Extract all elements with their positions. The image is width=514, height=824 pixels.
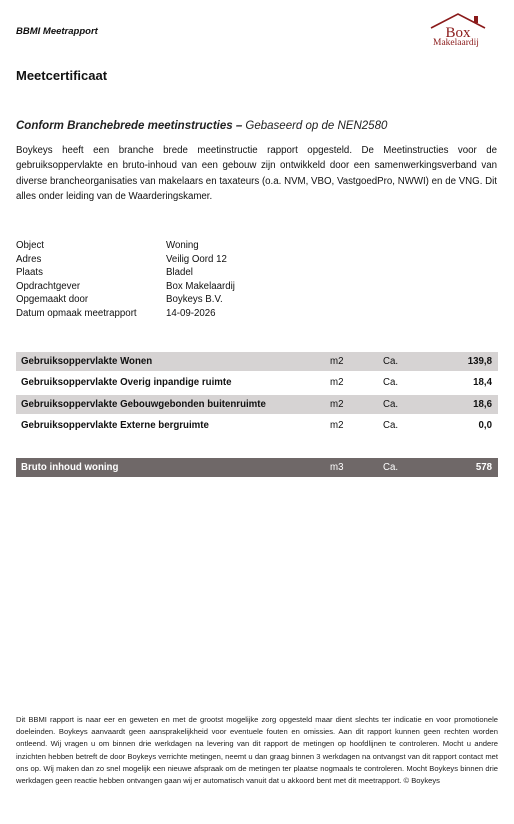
bruto-inhoud-row [16, 458, 498, 477]
measurement-row-buitenruimte [16, 395, 498, 414]
info-value: Box Makelaardij [166, 280, 235, 292]
measurement-value: 18,6 [473, 399, 492, 410]
measurement-ca: Ca. [383, 377, 399, 388]
intro-paragraph: Boykeys heeft een branche brede meetinstructie rapport opgesteld. De Meetinstructies voor de gebruiksoppervlakte en bruto-inhoud van een gebouw zijn ontwikkeld door een samenwerkingsverband van diverse brancheorganisaties van makelaars en taxateurs (o.a. NVM, VBO, VastgoedPro, NWWI) en de VNG. Dit alles onder leiding van de Waarderingskamer. [16, 145, 497, 202]
measurement-label: Gebruiksoppervlakte Overig inpandige ruimte [21, 377, 232, 388]
info-label: Plaats [16, 267, 43, 279]
object-info [16, 239, 235, 321]
measurement-ca: Ca. [383, 399, 399, 410]
info-row [16, 293, 235, 307]
info-value: Woning [166, 240, 199, 251]
measurement-row-wonen [16, 352, 498, 371]
measurement-unit: m2 [330, 356, 344, 367]
logo-text: Box [445, 25, 471, 41]
measurement-ca: Ca. [383, 356, 399, 367]
bruto-value: 578 [475, 462, 492, 473]
info-label: Datum opmaak meetrapport [16, 307, 137, 319]
bruto-ca: Ca. [383, 462, 399, 473]
info-label: Opgemaakt door [16, 294, 89, 306]
disclaimer-footer: Dit BBMI rapport is naar eer en geweten en met de grootst mogelijke zorg opgesteld maar dient slechts ter indicatie en voor promotionele doeleinden. Boykeys aanvaardt geen aansprakelijkheid voor eventuele fouten en omissies. Aan dit rapport kunnen geen rechten worden ontleend. Wij vragen u om binnen drie werkdagen na levering van dit rapport de metingen op hoofdlijnen te controleren. Mocht u andere inzichten hebben betreft de door Boykeys verrichte metingen, neemt u dan graag binnen 3 werkdagen na ontvangst van dit rapport contact met ons op. Wij maken dan zo snel mogelijk een nieuwe afspraak om de metingen ter plaatse nogmaals te controleren. Mocht Boykeys binnen drie werkdagen geen reactie hebben ontvangen gaan wij er automatisch vanuit dat u akkoord bent met dit meetrapport. © Boykeys [16, 715, 498, 786]
bruto-label: Bruto inhoud woning [21, 462, 119, 473]
info-value: Boykeys B.V. [166, 294, 223, 306]
subtitle-rest: Gebaseerd op de NEN2580 [242, 120, 388, 132]
info-value: 14-09-2026 [166, 307, 216, 319]
measurement-unit: m2 [330, 420, 344, 431]
measurement-label: Gebruiksoppervlakte Gebouwgebonden buitenruimte [21, 399, 266, 410]
report-name: BBMI Meetrapport [16, 26, 98, 37]
info-label: Object [16, 240, 44, 251]
measurement-label: Gebruiksoppervlakte Externe bergruimte [21, 420, 209, 431]
info-row [16, 239, 235, 253]
measurement-label: Gebruiksoppervlakte Wonen [21, 356, 153, 367]
info-value: Bladel [166, 267, 193, 279]
bruto-unit: m3 [330, 462, 344, 473]
subtitle-bold: Conform Branchebrede meetinstructies – [16, 120, 243, 132]
measurement-ca: Ca. [383, 420, 399, 431]
measurement-value: 0,0 [478, 420, 492, 431]
page-title: Meetcertificaat [16, 68, 108, 83]
measurement-value: 139,8 [467, 356, 492, 367]
info-row [16, 266, 235, 280]
measurement-row-overig [16, 373, 498, 392]
info-label: Opdrachtgever [16, 280, 81, 292]
info-row [16, 253, 235, 267]
measurement-row-bergruimte [16, 416, 498, 435]
info-row [16, 307, 235, 321]
info-label: Adres [16, 253, 42, 265]
measurement-unit: m2 [330, 399, 344, 410]
measurement-value: 18,4 [473, 377, 492, 388]
measurement-unit: m2 [330, 377, 344, 388]
subtitle [16, 120, 387, 132]
logo-subtext: Makelaardij [433, 38, 479, 48]
info-value: Veilig Oord 12 [166, 253, 227, 265]
info-row [16, 280, 235, 294]
